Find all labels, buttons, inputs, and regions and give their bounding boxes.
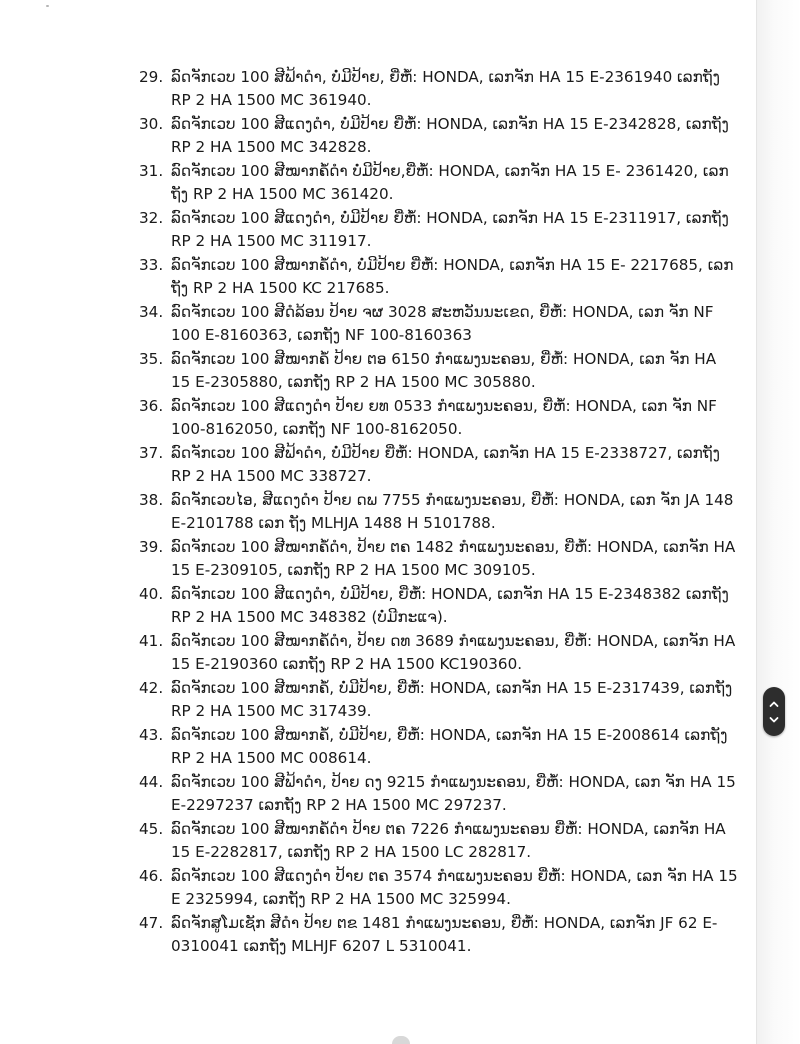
list-item <box>139 66 739 112</box>
list-item <box>139 583 739 629</box>
item-number: 45. <box>139 820 164 838</box>
list-item <box>139 113 739 159</box>
item-number: 32. <box>139 209 164 227</box>
item-text: ລົດຈັກເວບ 100 ສີໝາກຄໍ້ດຳ ປ້າຍ ຕຄ 7226 ກຳແພງນະຄອນ ຍີ່ຫໍ້: HONDA, ເລກຈັກ HA 15 E-2282817, ເລກຖັງ RP 2 HA 1500 LC 282817. <box>171 820 726 861</box>
item-text: ລົດຈັກເວບ 100 ສີແດງດຳ ປ້າຍ ຍທ 0533 ກຳແພງນະຄອນ, ຍີ່ຫໍ້: HONDA, ເລກ ຈັກ NF 100-8162050, ເລກຖັງ NF 100-8162050. <box>171 397 717 438</box>
item-number: 31. <box>139 162 164 180</box>
item-number: 37. <box>139 444 164 462</box>
item-number: 44. <box>139 773 164 791</box>
item-number: 33. <box>139 256 164 274</box>
list-item <box>139 348 739 394</box>
list-item <box>139 771 739 817</box>
scan-speck <box>46 5 49 7</box>
item-text: ລົດຈັກເວບ 100 ສີໝາກຄໍ້ດຳ, ບໍ່ມີປ້າຍ ຍີ່ຫໍ້: HONDA, ເລກຈັກ HA 15 E- 2217685, ເລກຖັງ RP 2 HA 1500 KC 217685. <box>171 256 734 297</box>
item-text: ລົດຈັກເວບ 100 ສີໝາກຄໍ້ ປ້າຍ ຕອ 6150 ກຳແພງນະຄອນ, ຍີ່ຫໍ້: HONDA, ເລກ ຈັກ HA 15 E-2305880, ເລກຖັງ RP 2 HA 1500 MC 305880. <box>171 350 717 391</box>
item-number: 46. <box>139 867 164 885</box>
item-number: 34. <box>139 303 164 321</box>
item-number: 41. <box>139 632 164 650</box>
item-number: 29. <box>139 68 164 86</box>
item-text: ລົດຈັກເວບ 100 ສີແດງດຳ, ບໍ່ມີປ້າຍ, ຍີ່ຫໍ້: HONDA, ເລກຈັກ HA 15 E-2348382 ເລກຖັງ RP 2 HA 1500 MC 348382 (ບໍ່ມີກະແຈ). <box>171 585 729 626</box>
list-item <box>139 536 739 582</box>
item-text: ລົດຈັກເວບ 100 ສີແດງດຳ, ບໍ່ມີປ້າຍ ຍີ່ຫໍ້: HONDA, ເລກຈັກ HA 15 E-2342828, ເລກຖັງ RP 2 HA 1500 MC 342828. <box>171 115 729 156</box>
item-text: ລົດຈັກເວບ 100 ສີຟ້າດຳ, ບໍ່ມີປ້າຍ ຍີ່ຫໍ້: HONDA, ເລກຈັກ HA 15 E-2338727, ເລກຖັງ RP 2 HA 1500 MC 338727. <box>171 444 720 485</box>
page-bottom-mark <box>392 1036 410 1044</box>
item-text: ລົດຈັກສູໂມເຊັກ ສີດຳ ປ້າຍ ຕຂ 1481 ກຳແພງນະຄອນ, ຍີ່ຫໍ້: HONDA, ເລກຈັກ JF 62 E-0310041 ເລກຖັງ MLHJF 6207 L 5310041. <box>171 914 718 955</box>
item-number: 38. <box>139 491 164 509</box>
item-text: ລົດຈັກເວບ 100 ສີໝາກຄໍ້, ບໍ່ມີປ້າຍ, ຍີ່ຫໍ້: HONDA, ເລກຈັກ HA 15 E-2008614 ເລກຖັງ RP 2 HA 1500 MC 008614. <box>171 726 728 767</box>
chevron-up-icon[interactable] <box>766 696 782 712</box>
list-item <box>139 865 739 911</box>
item-text: ລົດຈັກເວບ 100 ສີຟ້າດຳ, ບໍ່ມີປ້າຍ, ຍີ່ຫໍ້: HONDA, ເລກຈັກ HA 15 E-2361940 ເລກຖັງ RP 2 HA 1500 MC 361940. <box>171 68 720 109</box>
item-number: 39. <box>139 538 164 556</box>
page-scroll-control[interactable] <box>763 687 785 736</box>
list-item <box>139 489 739 535</box>
list-item <box>139 818 739 864</box>
list-item <box>139 254 739 300</box>
item-number: 47. <box>139 914 164 932</box>
page-edge-shadow <box>756 0 800 1044</box>
item-text: ລົດຈັກເວບ 100 ສີແດງດຳ, ບໍ່ມີປ້າຍ ຍີ່ຫໍ້: HONDA, ເລກຈັກ HA 15 E-2311917, ເລກຖັງ RP 2 HA 1500 MC 311917. <box>171 209 729 250</box>
list-item <box>139 160 739 206</box>
item-number: 36. <box>139 397 164 415</box>
chevron-down-icon[interactable] <box>766 712 782 728</box>
item-text: ລົດຈັກເວບ 100 ສີແດງດຳ ປ້າຍ ຕຄ 3574 ກຳແພງນະຄອນ ຍີ່ຫໍ້: HONDA, ເລກ ຈັກ HA 15 E 2325994, ເລກຖັງ RP 2 HA 1500 MC 325994. <box>171 867 738 908</box>
item-text: ລົດຈັກເວບ 100 ສີໝາກຄໍ້ດຳ ບໍ່ມີປ້າຍ,ຍີ່ຫໍ້: HONDA, ເລກຈັກ HA 15 E- 2361420, ເລກຖັງ RP 2 HA 1500 MC 361420. <box>171 162 729 203</box>
item-text: ລົດຈັກເວບ 100 ສີໝາກຄໍ້ດຳ, ປ້າຍ ຕຄ 1482 ກຳແພງນະຄອນ, ຍີ່ຫໍ້: HONDA, ເລກຈັກ HA 15 E-2309105, ເລກຖັງ RP 2 HA 1500 MC 309105. <box>171 538 736 579</box>
item-number: 35. <box>139 350 164 368</box>
vehicle-list <box>139 66 739 959</box>
list-item <box>139 207 739 253</box>
item-text: ລົດຈັກເວບ 100 ສີໝາກຄໍ້, ບໍ່ມີປ້າຍ, ຍີ່ຫໍ້: HONDA, ເລກຈັກ HA 15 E-2317439, ເລກຖັງ RP 2 HA 1500 MC 317439. <box>171 679 733 720</box>
list-item <box>139 724 739 770</box>
list-item <box>139 395 739 441</box>
item-text: ລົດຈັກເວບ 100 ສີຟ້າດຳ, ປ້າຍ ດງ 9215 ກຳແພງນະຄອນ, ຍີ່ຫໍ້: HONDA, ເລກ ຈັກ HA 15 E-2297237 ເລກຖັງ RP 2 HA 1500 MC 297237. <box>171 773 736 814</box>
item-number: 30. <box>139 115 164 133</box>
item-text: ລົດຈັກເວບ 100 ສີດໍລ້ອນ ປ້າຍ ຈຜ 3028 ສະຫວັນນະເຂດ, ຍີ່ຫໍ້: HONDA, ເລກ ຈັກ NF 100 E-8160363, ເລກຖັງ NF 100-8160363 <box>171 303 714 344</box>
item-number: 40. <box>139 585 164 603</box>
list-item <box>139 677 739 723</box>
item-text: ລົດຈັກເວບ 100 ສີໝາກຄໍ້ດຳ, ປ້າຍ ດທ 3689 ກຳແພງນະຄອນ, ຍີ່ຫໍ້: HONDA, ເລກຈັກ HA 15 E-2190360 ເລກຖັງ RP 2 HA 1500 KC190360. <box>171 632 736 673</box>
item-text: ລົດຈັກເວບໄອ, ສີແດງດຳ ປ້າຍ ດພ 7755 ກຳແພງນະຄອນ, ຍີ່ຫໍ້: HONDA, ເລກ ຈັກ JA 148 E-2101788 ເລກ ຖັງ MLHJA 1488 H 5101788. <box>171 491 734 532</box>
item-number: 42. <box>139 679 164 697</box>
item-number: 43. <box>139 726 164 744</box>
list-item <box>139 442 739 488</box>
list-item <box>139 912 739 958</box>
list-item <box>139 301 739 347</box>
list-item <box>139 630 739 676</box>
